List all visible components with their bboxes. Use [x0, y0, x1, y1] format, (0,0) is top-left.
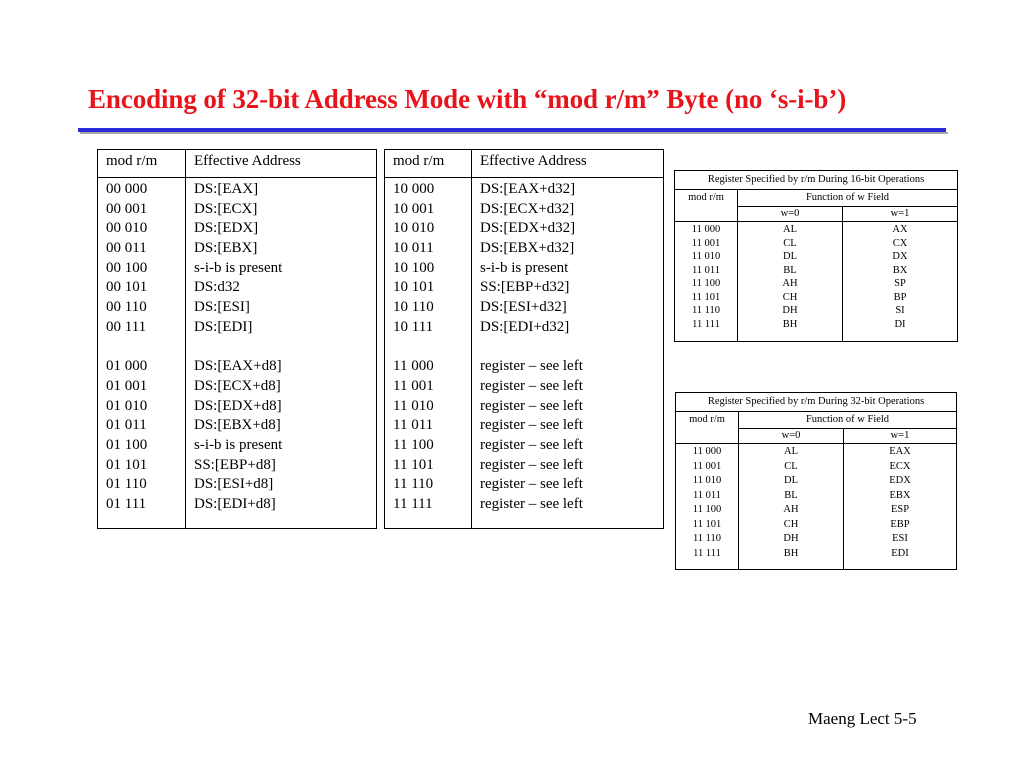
reg16-w1-cell: AX — [892, 224, 908, 235]
table1-address-cell: DS:[ESI+d8] — [194, 476, 274, 493]
reg32-w0-cell: AL — [784, 446, 798, 457]
register-table-32bit-caption: Register Specified by r/m During 32-bit Operations — [676, 393, 957, 412]
table2-modrm-cell: 11 010 — [393, 397, 434, 414]
reg16-w0-cell: AH — [782, 278, 798, 289]
reg32-w1-cell: EDX — [889, 475, 911, 486]
table1-modrm-cell: 01 010 — [106, 397, 148, 414]
table2-modrm-cell: 11 100 — [393, 436, 434, 453]
reg16-w0-cell: CH — [782, 291, 798, 303]
table1-address-cell: DS:[EDI] — [194, 318, 253, 335]
reg16-w0-cell: AL — [783, 224, 797, 235]
reg16-modrm-cell: 11 101 — [691, 291, 721, 303]
table1-modrm-cell: 01 011 — [106, 417, 147, 434]
table1-address-cell: DS:[EAX] — [194, 181, 259, 197]
table1-address-cell: DS:[EBX+d8] — [194, 417, 281, 434]
table2-address-cell: register – see left — [480, 358, 583, 375]
table2-modrm-cell: 11 111 — [393, 496, 433, 512]
table1-modrm-cell: 00 111 — [106, 318, 147, 335]
table2-modrm-cell: 10 100 — [393, 259, 435, 276]
table2-address-cell: register – see left — [480, 496, 583, 512]
table1-address-cell: DS:d32 — [194, 279, 240, 296]
table1-address-cell: s-i-b is present — [194, 436, 283, 453]
register-table-32bit-function-header: Function of w Field — [739, 412, 957, 429]
table1-modrm-cell: 01 000 — [106, 358, 148, 375]
reg16-modrm-cell: 11 001 — [691, 237, 721, 249]
table2-modrm-cell: 11 000 — [393, 358, 434, 375]
reg16-w0-cell: DH — [782, 305, 798, 316]
table1-modrm-cell: 00 101 — [106, 279, 148, 296]
table2-modrm-cell: 11 110 — [393, 476, 434, 493]
table1-header-modrm: mod r/m — [98, 150, 186, 178]
reg32-modrm-cell: 11 001 — [692, 460, 722, 472]
table2-address-column — [472, 178, 664, 529]
register-table-16bit-modrm-header: mod r/m — [675, 190, 738, 222]
register-table-32bit — [675, 392, 957, 570]
reg16-modrm-cell: 11 010 — [691, 251, 721, 262]
register-table-32bit-w0-column — [739, 444, 844, 570]
reg16-w1-cell: CX — [892, 237, 908, 249]
reg16-modrm-cell: 11 110 — [691, 305, 721, 316]
reg32-w0-cell: BL — [784, 489, 798, 501]
table1-address-cell: DS:[EBX] — [194, 240, 258, 257]
reg16-modrm-cell: 11 000 — [691, 224, 721, 235]
reg16-w0-cell: CL — [783, 237, 797, 249]
reg16-w1-cell: SP — [894, 278, 906, 289]
table1-modrm-column — [98, 178, 186, 529]
table2-modrm-cell: 10 111 — [393, 318, 434, 335]
reg16-modrm-cell: 11 111 — [692, 318, 720, 330]
register-table-16bit-function-header: Function of w Field — [738, 190, 958, 207]
table2-address-cell: register – see left — [480, 436, 583, 453]
table2-modrm-cell: 10 010 — [393, 220, 435, 237]
table1-modrm-cell: 00 010 — [106, 220, 148, 237]
reg32-w0-cell: CL — [784, 460, 798, 472]
table2-address-cell: register – see left — [480, 377, 583, 394]
table1-modrm-cell: 00 110 — [106, 299, 147, 316]
table1-address-cell: DS:[EDX] — [194, 220, 259, 237]
reg32-w1-cell: EDI — [891, 547, 909, 559]
table2-modrm-cell: 10 001 — [393, 200, 435, 217]
table1-address-cell: SS:[EBP+d8] — [194, 456, 276, 473]
reg32-w0-cell: AH — [783, 504, 799, 515]
table1-spacer — [194, 338, 376, 358]
reg32-modrm-cell: 11 011 — [692, 489, 722, 501]
table2-header-modrm: mod r/m — [385, 150, 472, 178]
reg32-modrm-cell: 11 010 — [692, 475, 722, 486]
slide-title: Encoding of 32-bit Address Mode with “mod r/m” Byte (no ‘s-i-b’) — [88, 84, 847, 114]
reg16-w0-cell: BH — [782, 318, 798, 330]
table2-header-effective-address: Effective Address — [472, 150, 664, 178]
table1-modrm-cell: 01 101 — [106, 456, 148, 473]
table1-address-cell: DS:[ESI] — [194, 299, 250, 316]
table1-modrm-cell: 00 100 — [106, 259, 148, 276]
table2-address-cell: DS:[ESI+d32] — [480, 299, 567, 316]
table2-modrm-column — [385, 178, 472, 529]
table2-address-cell: DS:[EBX+d32] — [480, 240, 575, 257]
register-table-32bit-w1-header: w=1 — [844, 429, 957, 444]
table2-spacer — [393, 338, 471, 358]
register-table-32bit-w1-column — [844, 444, 957, 570]
reg16-modrm-cell: 11 100 — [691, 278, 721, 289]
table1-address-cell: DS:[ECX+d8] — [194, 377, 281, 394]
table2-address-cell: register – see left — [480, 476, 583, 493]
reg32-modrm-cell: 11 110 — [692, 533, 722, 544]
table1-address-cell: DS:[EDX+d8] — [194, 397, 282, 414]
reg32-modrm-cell: 11 100 — [692, 504, 722, 515]
table2-address-cell: DS:[EDI+d32] — [480, 318, 570, 335]
register-table-32bit-modrm-column — [676, 444, 739, 570]
table2-address-cell: DS:[EAX+d32] — [480, 181, 576, 197]
table1-address-column — [186, 178, 377, 529]
table2-modrm-cell: 11 001 — [393, 377, 434, 394]
table2-address-cell: register – see left — [480, 417, 583, 434]
table2-modrm-cell: 11 011 — [393, 417, 434, 434]
address-table-mod-10-11 — [384, 149, 664, 529]
reg32-w0-cell: BH — [783, 547, 799, 559]
table1-modrm-cell: 00 001 — [106, 200, 148, 217]
table2-address-cell: DS:[ECX+d32] — [480, 200, 575, 217]
reg32-w0-cell: CH — [783, 518, 799, 530]
table1-modrm-cell: 01 111 — [106, 496, 147, 512]
reg32-modrm-cell: 11 111 — [693, 547, 721, 559]
table2-modrm-cell: 10 110 — [393, 299, 434, 316]
reg32-w1-cell: ESP — [890, 504, 910, 515]
table2-address-cell: DS:[EDX+d32] — [480, 220, 576, 237]
register-table-32bit-w0-header: w=0 — [739, 429, 844, 444]
reg32-w0-cell: DH — [783, 533, 799, 544]
table1-address-cell: DS:[ECX] — [194, 200, 258, 217]
table1-address-cell: DS:[EDI+d8] — [194, 496, 276, 512]
register-table-16bit-w1-header: w=1 — [843, 207, 958, 222]
register-table-16bit-w0-header: w=0 — [738, 207, 843, 222]
reg32-modrm-cell: 11 101 — [692, 518, 722, 530]
table2-address-cell: SS:[EBP+d32] — [480, 279, 570, 296]
register-table-16bit-caption: Register Specified by r/m During 16-bit Operations — [675, 171, 958, 190]
table2-modrm-cell: 11 101 — [393, 456, 434, 473]
address-table-mod-00-01 — [97, 149, 377, 529]
title-underline-shadow — [80, 132, 948, 134]
table1-address-cell: DS:[EAX+d8] — [194, 358, 282, 375]
register-table-32bit-modrm-header: mod r/m — [676, 412, 739, 444]
table1-modrm-cell: 01 100 — [106, 436, 148, 453]
table1-modrm-cell: 01 001 — [106, 377, 148, 394]
reg16-w1-cell: BX — [892, 264, 908, 276]
reg32-w1-cell: EAX — [889, 446, 911, 457]
reg32-w1-cell: ESI — [892, 533, 908, 544]
table2-address-cell: register – see left — [480, 456, 583, 473]
table2-spacer — [480, 338, 663, 358]
reg32-w1-cell: ECX — [889, 460, 911, 472]
register-table-16bit-w1-column — [843, 222, 958, 342]
register-table-16bit-w0-column — [738, 222, 843, 342]
table1-spacer — [106, 338, 185, 358]
register-table-16bit — [674, 170, 958, 342]
register-table-16bit-modrm-column — [675, 222, 738, 342]
reg16-w1-cell: SI — [895, 305, 905, 316]
table1-header-effective-address: Effective Address — [186, 150, 377, 178]
reg16-w0-cell: BL — [783, 264, 797, 276]
reg16-w0-cell: DL — [783, 251, 797, 262]
reg32-w1-cell: EBP — [890, 518, 910, 530]
reg16-w1-cell: BP — [893, 291, 907, 303]
table1-address-cell: s-i-b is present — [194, 259, 283, 276]
reg16-modrm-cell: 11 011 — [691, 264, 721, 276]
reg32-modrm-cell: 11 000 — [692, 446, 722, 457]
table2-modrm-cell: 10 101 — [393, 279, 435, 296]
table1-modrm-cell: 00 000 — [106, 181, 148, 197]
reg32-w0-cell: DL — [784, 475, 798, 486]
table1-modrm-cell: 00 011 — [106, 240, 147, 257]
table2-modrm-cell: 10 000 — [393, 181, 435, 197]
table2-address-cell: register – see left — [480, 397, 583, 414]
slide-footer: Maeng Lect 5-5 — [808, 709, 917, 728]
table2-address-cell: s-i-b is present — [480, 259, 569, 276]
table1-modrm-cell: 01 110 — [106, 476, 147, 493]
table2-modrm-cell: 10 011 — [393, 240, 434, 257]
reg16-w1-cell: DI — [894, 318, 906, 330]
reg16-w1-cell: DX — [892, 251, 908, 262]
reg32-w1-cell: EBX — [889, 489, 911, 501]
